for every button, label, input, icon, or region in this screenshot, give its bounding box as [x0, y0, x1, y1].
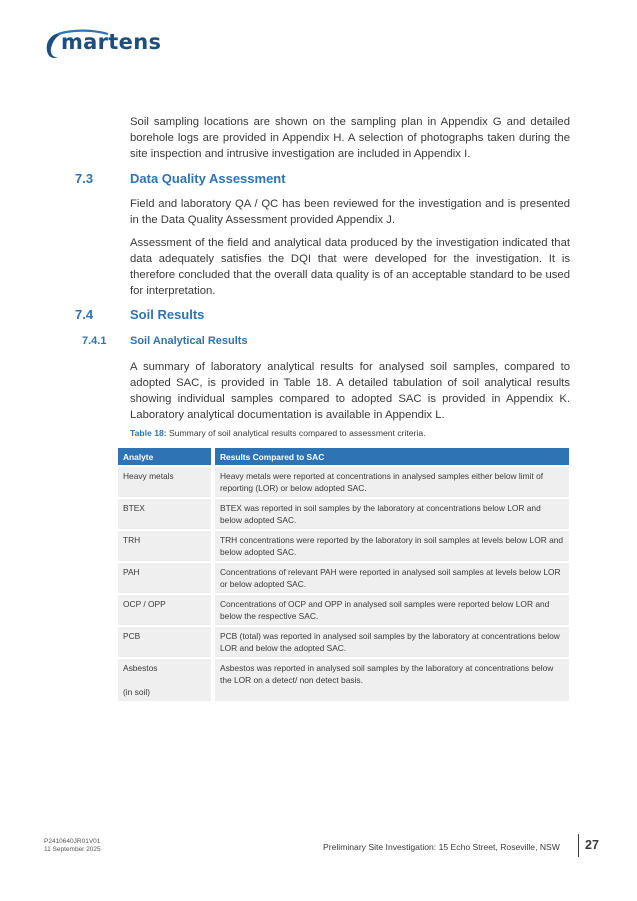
table-row: [118, 659, 569, 701]
footer-reference: [44, 838, 101, 854]
analyte-cell: [118, 595, 215, 625]
analyte-cell: [118, 659, 215, 701]
analyte-name: Heavy metals: [123, 471, 174, 481]
martens-logo: [44, 28, 162, 62]
analyte-name: PCB: [123, 631, 141, 641]
table-header-row: [118, 448, 569, 465]
analyte-name: Asbestos: [123, 663, 158, 673]
footer-date: 11 September 2025: [44, 846, 101, 853]
section-7-4-1-title: Soil Analytical Results: [130, 335, 248, 347]
result-cell: TRH concentrations were reported by the laboratory in soil samples at levels below LOR and below adopted SAC.: [215, 531, 569, 561]
table-caption-text: Summary of soil analytical results compared to assessment criteria.: [166, 428, 426, 438]
section-7-3-title: Data Quality Assessment: [130, 171, 286, 186]
analyte-name: OCP / OPP: [123, 599, 166, 609]
section-7-4-1-number: 7.4.1: [82, 335, 107, 347]
page-number: 27: [585, 838, 599, 852]
analyte-cell: [118, 467, 215, 497]
section-7-4-number: 7.4: [75, 307, 94, 322]
table-row: [118, 563, 569, 593]
analyte-cell: [118, 499, 215, 529]
section-7-3-number: 7.3: [75, 171, 94, 186]
result-cell: Heavy metals were reported at concentrations in analysed samples either below limit of reporting (LOR) or below adopted SAC.: [215, 467, 569, 497]
analyte-cell: [118, 563, 215, 593]
section-7-4-1-para: A summary of laboratory analytical results for analysed soil samples, compared to adopted SAC, is provided in Table 18. A detailed tabulation of soil analytical results showing individual samples compared to adopted SAC is provided in Appendix K. Laboratory analytical documentation is available in Appendix L.: [130, 361, 570, 421]
section-7-3-para-2: Assessment of the field and analytical data produced by the investigation indicated that data adequately satisfies the DQI that were developed for the investigation. It is therefore concluded that the overall data quality is of an acceptable standard to be used for interpretation.: [130, 237, 570, 297]
analyte-name: PAH: [123, 567, 140, 577]
result-cell: Concentrations of relevant PAH were reported in analysed soil samples at levels below LOR or below adopted SAC.: [215, 563, 569, 593]
intro-paragraph: Soil sampling locations are shown on the sampling plan in Appendix G and detailed borehole logs are provided in Appendix H. A selection of photographs taken during the site inspection and intrusive investigation are included in Appendix I.: [130, 116, 570, 160]
analyte-name: BTEX: [123, 503, 145, 513]
result-cell: BTEX was reported in soil samples by the laboratory at concentrations below LOR and below adopted SAC.: [215, 499, 569, 529]
footer-divider: [578, 834, 579, 857]
table-row: [118, 595, 569, 625]
table-caption-label: Table 18:: [130, 428, 167, 438]
soil-results-table: [118, 446, 569, 703]
section-7-4-title: Soil Results: [130, 307, 205, 322]
footer-document-title: Preliminary Site Investigation: 15 Echo Street, Roseville, NSW: [323, 842, 560, 852]
analyte-cell: [118, 627, 215, 657]
footer-ref-number: P2410640JR01V01: [44, 838, 101, 845]
table-row: [118, 531, 569, 561]
analyte-qualifier: (in soil): [123, 687, 150, 697]
table-row: [118, 627, 569, 657]
analyte-cell: [118, 531, 215, 561]
table-caption: [130, 428, 426, 438]
result-cell: Concentrations of OCP and OPP in analysed soil samples were reported below LOR and below the respective SAC.: [215, 595, 569, 625]
logo-wordmark: martens: [61, 30, 162, 54]
table-row: [118, 499, 569, 529]
section-7-3-para-1: Field and laboratory QA / QC has been reviewed for the investigation and is presented in the Data Quality Assessment provided Appendix J.: [130, 198, 570, 226]
table-row: [118, 467, 569, 497]
header-analyte: Analyte: [118, 448, 215, 465]
analyte-name: TRH: [123, 535, 141, 545]
result-cell: PCB (total) was reported in analysed soil samples by the laboratory at concentrations below LOR and below the adopted SAC.: [215, 627, 569, 657]
result-cell: Asbestos was reported in analysed soil samples by the laboratory at concentrations below the LOR on a detect/ non detect basis.: [215, 659, 569, 701]
header-results: Results Compared to SAC: [215, 448, 569, 465]
